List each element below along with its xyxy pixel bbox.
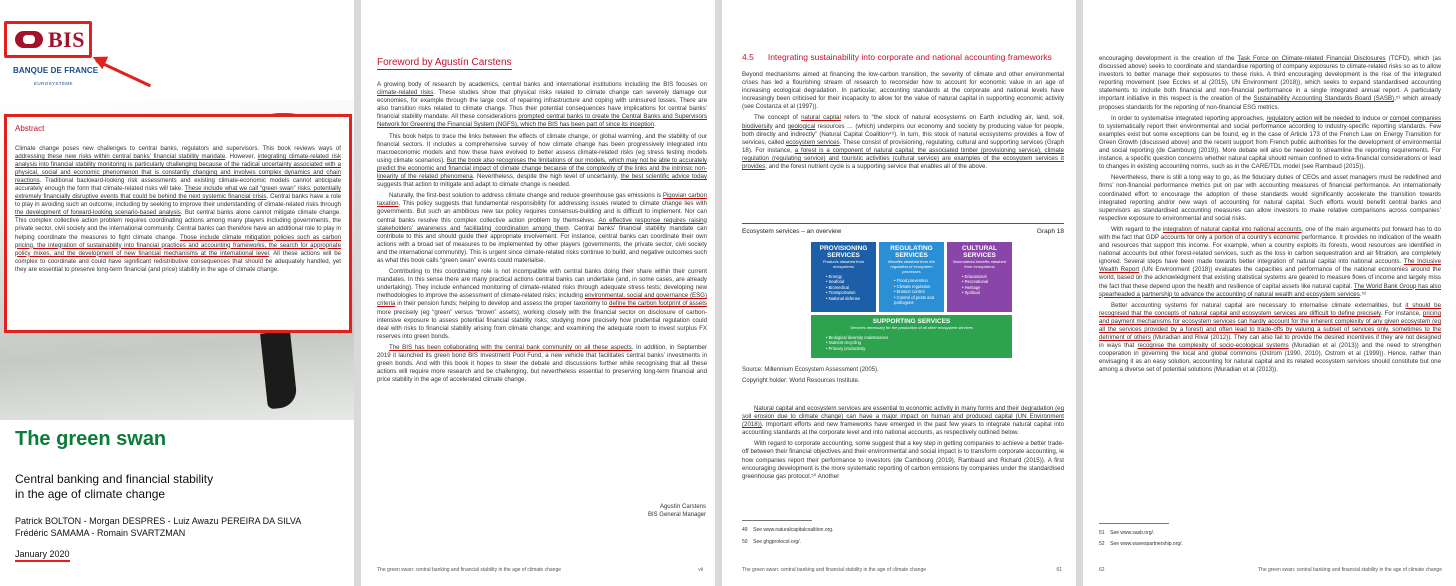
- text-segment: . In addition, in September 2019 it launched its green bond BIS Investment Pool Fund, a new vehicle that facilitates central banks’ investments in green bonds. And with this book it hopes to steer the debate and discussions further while recognising that all these actions will require more research and be challenging, but nevertheless essential to preserving long-term financial and price stability in the age of accelerated climate change.: [377, 343, 708, 384]
- highlighted-text: The BIS has been collaborating with the central bank community on all these aspects: [389, 343, 632, 351]
- text-segment: (UN Environment (2018)) evaluates the capacities and performance of the national economies around the world, based on the acknowledgment that existing statistical systems are geared to measure flows of income and largely miss the fact that these depend upon the health and resilience of capital assets like natural capital.: [1099, 266, 1442, 290]
- highlighted-text: Task Force on Climate-related Financial Disclosures: [1237, 55, 1386, 62]
- paragraph: [1099, 115, 1441, 172]
- service-list: [826, 274, 873, 302]
- paragraph: [377, 192, 707, 265]
- paragraph: [377, 344, 707, 384]
- text-segment: . This policy suggests that fundamental responsibility for addressing issues related to climate change lies with governments. But such an ambitious new tax policy requires consensus-building and is difficult to implement. Nor can central banks resolve this complex collective action problem by themselves.: [377, 200, 707, 224]
- bis-logo-highlight: [4, 21, 92, 58]
- paragraph: [742, 114, 1064, 171]
- text-segment: resources … (which) underpins our economy and society by producing value for people, both directly and indirectly” (Natural Capital Coalition⁴⁹). In turn, this stock of natural ecosystems provides a flow of services, called: [742, 122, 1064, 146]
- text-segment: With regard to corporate accounting, some suggest that a key step in getting companies to achieve a better trade-off between their financial objectives and their environmental and social impact is to transform corporate accounting, ie how companies report their performance to investors (de Cambourg (2019), Rambaud and Richard (2015)). A first encouraging development is the more systematic reporting of carbon emissions by companies under the standardised greenhouse gas protocol.⁵⁰ Another: [742, 440, 1064, 480]
- page-footer-title: The green swan: central banking and financial stability in the age of climate change: [1257, 567, 1442, 573]
- foreword-title: [377, 57, 512, 70]
- service-title: SUPPORTING SERVICES: [872, 318, 951, 325]
- service-item: • Erosion control: [894, 289, 941, 295]
- footnote-text: See www.sasb.org/.: [1110, 530, 1155, 536]
- paragraph: [15, 145, 341, 274]
- foreword-title-prefix: Foreword by: [377, 57, 435, 68]
- footnote-number: 51: [1099, 530, 1105, 536]
- paragraph: [1099, 174, 1441, 223]
- foreword-author-name: Agustín Carstens: [434, 57, 512, 68]
- highlighted-text: pricing and payment mechanisms for ecosystem services can hardly account for the inherent complexity of any given ecosystem (eg all the services provided by a forest) and often lead to trade-offs by valuing a subset of services only, sometimes to the detriment of others: [1099, 309, 1441, 342]
- text-segment: . Nevertheless, despite the high level of uncertainty,: [472, 173, 621, 181]
- page-number: 62: [1099, 567, 1105, 573]
- footnote-52: [1099, 541, 1183, 547]
- paragraph: [377, 133, 707, 190]
- page-number: 61: [1056, 567, 1062, 573]
- text-segment: With regard to the: [1111, 225, 1163, 233]
- highlighted-text: These include what we call “green swan” risks: potentially extremely financially disruptive events that could be behind the next systemic financial crisis: [15, 185, 341, 201]
- service-item: • Climate regulation: [894, 284, 941, 290]
- page-footer-title: The green swan: central banking and financial stability in the age of climate change: [742, 567, 927, 573]
- text-segment: ,⁵¹ which already proposes standards for the reporting of non-financial ESG metrics.: [1099, 95, 1441, 111]
- text-segment: . These studies show that physical risks related to climate change can severely damage our economies, for example through the large cost of repairing infrastructure and coping with uninsured losses. There are also transition risks related to climate change. Thus their potential consequences have implications for central banks’ financial stability mandate. All these considerations: [377, 89, 707, 121]
- text-segment: . These consist of provisioning, regulating, cultural and supporting services (Graph 18). For instance,: [742, 138, 1065, 154]
- highlighted-text: define the carbon footprint of assets: [609, 300, 707, 308]
- regulating-services-box: [879, 242, 944, 312]
- section-body: [742, 71, 1064, 174]
- abstract-highlight-box: [4, 114, 352, 333]
- footnote-number: 52: [1099, 541, 1105, 547]
- footnote-text: See ghgprotocol.org/.: [753, 539, 801, 545]
- cover-subtitle: [15, 472, 213, 502]
- highlighted-text: But the book also recognises the limitations of our models, which may not be able to accurately predict the economic and financial impact of climate change because of the complexity of the links and the intrinsic non-linearity of the related phenomena: [377, 156, 707, 181]
- highlighted-text: it should be recognised that the concepts of natural capital and ecosystem services are difficult to define precisely: [1099, 301, 1441, 317]
- cover-authors: [15, 515, 301, 539]
- section-body-continued: [742, 405, 1064, 484]
- text-segment: Beyond mechanisms aimed at financing the low-carbon transition, the severity of climate and other environmental crises has led a flourishing stream of research to reconsider how to account for economic value in an age of increasing ecological degradation. In particular, accounting standards at the corporate and national levels have increasingly been criticised for their incapacity to allow for the value of natural capital in supporting economic activity (see Costanza et al (1997)).: [742, 71, 1064, 111]
- section-4-5-continued-page: [1083, 0, 1456, 586]
- subtitle-line-1: Central banking and financial stability: [15, 472, 214, 486]
- service-item: • Seafood: [826, 279, 873, 285]
- service-item: • Biomedical: [826, 285, 873, 291]
- signature-role: BIS General Manager: [647, 512, 706, 518]
- highlighted-text: compel companies: [1389, 114, 1441, 122]
- text-segment: This book helps to trace the links between the effects of climate change, or global warming, and the stability of our financial sectors. It includes a comprehensive survey of how climate change has been progressively integrated into macroeconomic models and how these have evolved to better assess climate-related risks (eg stress testing models using climate scenarios).: [377, 132, 707, 164]
- text-segment: in their pension funds; helping to develop and assess the proper taxonomy to: [395, 300, 610, 308]
- service-list: [894, 278, 941, 306]
- footnote-number: 49: [742, 527, 748, 533]
- text-segment: to systematically report their environmental and social performance according to industry-specific reporting standards. Few examples exist but some exceptions can be found, eg in the case of Article 173 of the French Law on Energy Transition for Green Growth (discussed above) and the recent support from French public authorities for the development of environmental and social reporting (de Cambourg (2019)). More debate will also be needed to streamline the reporting requirements. For instance, a specific question concerns whether natural capital should remain confined to extra-financial considerations or lead to changes in existing accounting norms, such as in the CARE/TDL model (see Rambaud (2015)).: [1099, 122, 1441, 171]
- service-description: Nonmaterial benefits obtained from ecosystems: [952, 259, 1007, 269]
- foreword-page: [361, 0, 715, 586]
- text-segment: Contributing to this coordinating role is not incompatible with central banks doing their share within their current mandates. In this sense there are many practical actions central banks can undertake (and, in some cases, are already undertaking). They include enhanced monitoring of climate-related risks through adequate stress tests; developing new methodologies to improve the assessment of climate-related risks; including: [377, 268, 707, 300]
- highlighted-text: prompted central banks to create the Central Banks and Supervisors Network for Greening the Financial System (NGFS), which the BIS has been part of since its inception: [377, 113, 707, 129]
- service-item: • Control of pests and pathogens: [894, 295, 941, 306]
- section-4-5-page: [722, 0, 1076, 586]
- highlighted-text: the best scientific advice today: [620, 173, 707, 181]
- text-segment: Nevertheless, there is still a long way to go, as the fiduciary duties of CEOs and asset managers must be redefined and firms’ non-financial performance metrics put on par with accounting measures of financial performance. An internationally coordinated effort to encourage the adoption of these standards would significantly accelerate the transition towards integrated reporting and/or new ways of accounting for natural capital. Such efforts would benefit central banks and supervisors as standardised accounting measures can allow investors to make relative comparisons across companies’ respective exposure to environmental and social risks.: [1099, 174, 1441, 222]
- highlighted-text: Sustainability Accounting Standards Board (SASB): [1253, 95, 1395, 103]
- source-line: Source: Millennium Ecosystem Assessment (2005).: [742, 367, 879, 373]
- text-segment: . All these actions will be complex to coordinate and could have significant redistributive consequences that should be adequately handled, yet they are essential to preserve long-term financial (and price) stability in the age of climate change.: [15, 249, 341, 273]
- paragraph: [742, 440, 1064, 480]
- cover-title: The green swan: [15, 428, 167, 450]
- service-description: Products obtained from ecosystems: [822, 259, 865, 269]
- paragraph: [1099, 302, 1441, 375]
- bis-logo-text: BIS: [48, 26, 85, 52]
- section-title: Integrating sustainability into corporate and national accounting frameworks: [767, 52, 1052, 62]
- text-segment: , one of the main arguments put forward has to do with the fact that GDP accounts for only a portion of a country’s economic performance. It provides no indication of the wealth and resources that support this income. For example, when a country exploits its forests, wood resources are identified in national accounts but other forest-related services, such as the loss in carbon sequestration and air filtration, are completely ignored. Several steps have been made towards better integration of natural capital into national accounts.: [1099, 225, 1441, 266]
- highlighted-text: ecosystem services: [785, 138, 840, 146]
- text-segment: (TCFD), which (as discussed above) seeks to coordinate and standardise reporting of company exposures to climate-related risks so as to allow investors to better manage their exposures to these risks. A third encouraging development is the rise of the integrated reporting movement (see Eccles et al (2015), UN Environment (2018)), which seeks to expand standardised accounting statements to include both financial and non-financial performance in a single integrated annual report. A particularly important initiative in this respect is the creation of the: [1099, 55, 1441, 103]
- paragraph: [377, 81, 707, 130]
- text-segment: The concept of: [754, 114, 802, 122]
- highlighted-text: The Inclusive Wealth Report: [1099, 258, 1441, 274]
- text-segment: more precisely (eg “green” versus “brown” assets); working closely with the financial sector on disclosure of carbon-intensive exposure to assess potential financial stability risks; studying more precisely how prudential regulation could deal with risks to financial stability arising from climate change; and examining the adequate room to invest surplus FX reserves into green bonds.: [377, 308, 707, 340]
- service-item: • Heritage: [962, 285, 1009, 291]
- abstract-title: Abstract: [15, 124, 45, 133]
- section-number: 4.5: [742, 52, 754, 62]
- text-segment: In order to systematise integrated reporting approaches,: [1111, 114, 1267, 122]
- service-description: Benefits obtained from the regulation of ecosystem processes: [888, 259, 935, 274]
- highlighted-text: recognise the complexity of socio-ecological systems: [1137, 342, 1289, 350]
- copyright-line: Copyright holder: World Resources Institute.: [742, 378, 860, 384]
- service-item: • Recreational: [962, 279, 1009, 285]
- highlighted-text: regulatory action will be needed to: [1266, 114, 1361, 122]
- subtitle-line-2: in the age of climate change: [15, 487, 166, 501]
- text-segment: refers to “the stock of natural ecosystems on Earth including air, land, soil,: [840, 114, 1065, 122]
- footnote-number: 50: [742, 539, 748, 545]
- text-segment: Climate change poses new challenges to central banks, regulators and supervisors. This book reviews ways of: [15, 145, 341, 152]
- cover-page: [0, 0, 354, 586]
- service-list: [826, 335, 1009, 352]
- text-segment: (Muradian et al (2013)) and the need to strengthen cooperation in governing the local and global commons (Ostrom (1990, 2010), Ostrom et al (1999)). Hence, rather than envisaging it as an easy solution, accounting for natural capital and its related ecosystem services should constitute but one among a diverse set of potential solutions (Muradian et al (2013)).: [1099, 342, 1441, 374]
- service-item: • Energy: [826, 274, 873, 280]
- text-segment: and: [772, 122, 788, 130]
- service-item: • Flood prevention: [894, 278, 941, 284]
- service-description: Services necessary for the production of all other ecosystem services: [850, 325, 973, 330]
- footnote-51: [1099, 530, 1154, 536]
- graph-title: Ecosystem services – an overview: [742, 228, 842, 235]
- provisioning-services-box: [811, 242, 876, 312]
- foreword-signature: [561, 503, 706, 519]
- text-segment: Naturally, the first-best solution to address climate change and reduce greenhouse gas emissions is: [389, 192, 663, 200]
- text-segment: . For instance,: [1380, 309, 1423, 317]
- footnote-divider: [1099, 523, 1169, 524]
- service-title: REGULATING SERVICES: [890, 245, 933, 259]
- text-segment: .⁵²: [1359, 290, 1367, 298]
- service-item: • Biological diversity maintenance: [826, 335, 1009, 341]
- text-segment: (Muradian and Rival (2012)). They can also fail to provide the desired incentives if they are not designed in ways that: [1099, 334, 1442, 350]
- footnote-text: See www.naturalcapitalcoalition.org.: [753, 527, 834, 533]
- highlighted-text: natural capital: [801, 114, 841, 122]
- highlighted-text: addressing these new risks within central banks’ financial stability mandate: [15, 153, 226, 161]
- text-segment: induce or: [1360, 114, 1390, 122]
- highlighted-text: integration of natural capital into national accounts: [1162, 225, 1302, 233]
- abstract-body: [15, 145, 341, 274]
- highlighted-text: Pigovian carbon taxation: [377, 192, 707, 208]
- bis-logo-icon: [15, 31, 43, 48]
- service-item: • Spiritual: [962, 290, 1009, 296]
- highlighted-text: An effective response requires raising stakeholders’ awareness and facilitating coordination among them: [377, 216, 707, 232]
- cover-date: January 2020: [15, 549, 70, 562]
- page-number: vii: [698, 567, 703, 573]
- supporting-services-box: [811, 315, 1012, 358]
- authors-line-2: Frédéric SAMAMA - Romain SVARTZMAN: [15, 528, 186, 538]
- footnote-text: See www.wavespartnership.org/.: [1110, 541, 1183, 547]
- text-segment: ; and the forest nutrient cycle is a supporting service that enables all of the above.: [765, 163, 988, 171]
- paragraph: [1099, 55, 1441, 112]
- paragraph: [377, 268, 707, 341]
- text-segment: .: [654, 121, 656, 129]
- highlighted-text: Natural capital and ecosystem services are essential to economic activity in many forms and their degradation (eg soil erosion due to climate change) can have a major impact on human and produced capital (UN Environment (2018)): [742, 405, 1064, 429]
- highlighted-text: biodiversity: [742, 122, 773, 130]
- text-segment: Better accounting systems for natural capital are necessary to internalise climate externalities, but: [1111, 301, 1406, 309]
- text-segment: . Traditional backward-looking risk assessments and existing climate-economic models cannot anticipate accurately enough the form that climate-related risks will take.: [15, 177, 341, 193]
- authors-line-1: Patrick BOLTON - Morgan DESPRES - Luiz Awazu PEREIRA DA SILVA: [15, 516, 302, 526]
- service-item: • National defense: [826, 296, 873, 302]
- service-item: • Nutrient recycling: [826, 340, 1009, 346]
- graph-number: Graph 18: [1036, 228, 1064, 235]
- graph-ecosystem-services: [742, 223, 1064, 359]
- service-item: • Transportation: [826, 290, 873, 296]
- paragraph: [742, 405, 1064, 437]
- graph-source: [742, 365, 879, 387]
- page-footer-title: The green swan: central banking and financial stability in the age of climate change: [377, 567, 562, 573]
- highlighted-text: Those include climate mitigation policies such as carbon pricing, the integration of sustainability into financial practices and accounting frameworks, the search for appropriate policy mixes, and the development of new financial mechanisms at the international level: [15, 233, 341, 257]
- service-list: [962, 274, 1009, 296]
- paragraph: [1099, 226, 1441, 299]
- text-segment: . But central banks alone cannot mitigate climate change. This complex collective action problem requires coordinating actions among many players including governments, the private sector, civil society and the international community. Central banks can therefore have an additional role to play in helping coordinate the measures to fight climate change.: [15, 209, 341, 241]
- footnote-49: [742, 527, 833, 533]
- service-title: PROVISIONING SERVICES: [819, 245, 868, 259]
- section-body: [1099, 55, 1441, 378]
- highlighted-text: the development of forward-looking scenario-based analysis: [15, 209, 181, 217]
- text-segment: . Important efforts and new frameworks have emerged in the past few years to integrate natural capital into accounting standards at the corporate level and into national accounts, as respectively outlined below.: [742, 421, 1064, 437]
- highlighted-text: geological: [787, 122, 816, 130]
- text-segment: A growing body of research by academics, central banks and international institutions including the BIS focuses on: [377, 81, 707, 88]
- eurosysteme-label: EUROSYSTÈME: [34, 81, 73, 86]
- service-item: • Educational: [962, 274, 1009, 280]
- highlighted-text: a forest is a component of natural capital; the associated timber (provisioning service), climate regulation (regulating service) and touristic activities (cultural service) are examples of the ecosystem services it provides: [742, 146, 1064, 171]
- signature-name: Agustín Carstens: [659, 504, 706, 510]
- service-title: CULTURAL SERVICES: [962, 245, 997, 259]
- highlighted-text: climate-related risks: [377, 89, 434, 97]
- highlighted-text: integrating climate-related risk analysis into financial stability monitoring is particularly challenging because of the radical uncertainty associated with a physical, social and economic phenomenon that is constantly changing and involves complex dynamics and chain reactions: [15, 153, 341, 185]
- foreword-body: [377, 81, 707, 387]
- text-segment: . Central banks have a role to play in avoiding such an outcome, including by seeking to improve their understanding of climate-related risks through: [15, 193, 342, 209]
- banque-de-france-logo: BANQUE DE FRANCE: [13, 66, 99, 75]
- highlighted-text: environmental, social and governance (ESG) criteria: [377, 292, 708, 308]
- highlighted-text: The World Bank Group has also spearheaded a partnership to advance the accounting of natural wealth and ecosystem services: [1099, 282, 1441, 298]
- text-segment: . Central banks’ financial stability mandate can contribute to this and should guide their appropriate involvement. For instance, central banks can coordinate their own actions with a broad set of measures to be implemented by other players (governments, the private sector, civil society and the international community). This is urgent since climate-related risks continue to build, and negative outcomes such as what this book calls “green swan” events could materialise.: [377, 224, 707, 264]
- footnote-50: [742, 539, 801, 545]
- text-segment: suggests that action to mitigate and adapt to climate change is needed.: [377, 181, 571, 189]
- paragraph: [742, 71, 1064, 111]
- footnote-divider: [742, 520, 812, 521]
- text-segment: . However,: [225, 153, 258, 161]
- service-item: • Primary productivity: [826, 346, 1009, 352]
- section-heading: [742, 52, 1052, 62]
- cultural-services-box: [947, 242, 1012, 312]
- text-segment: encouraging development is the creation of the: [1099, 55, 1238, 62]
